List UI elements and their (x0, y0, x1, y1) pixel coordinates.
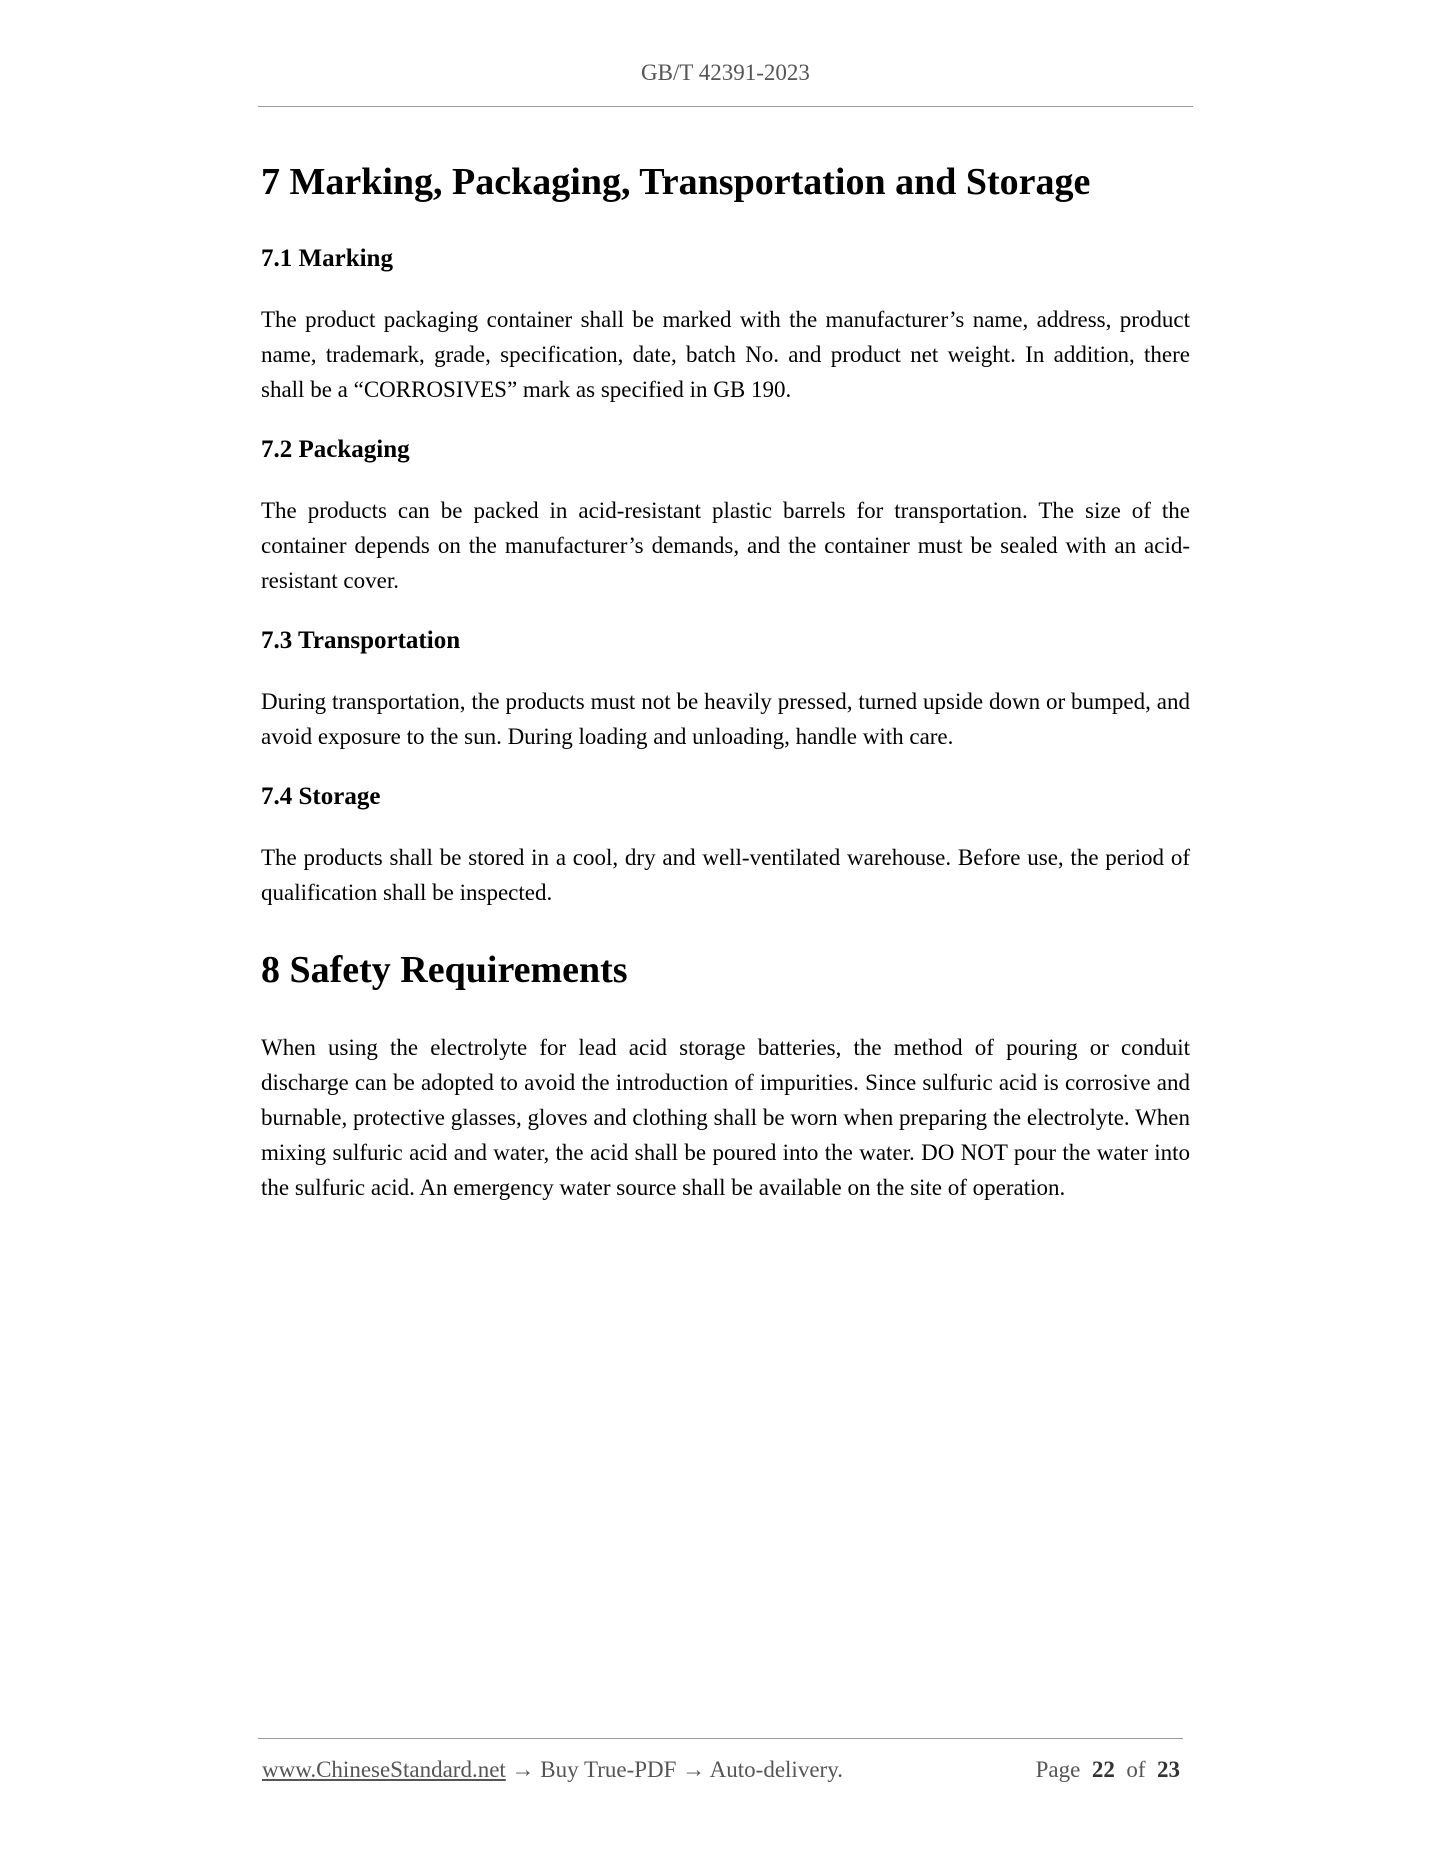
page-current: 22 (1091, 1757, 1115, 1782)
section-8-heading: 8 Safety Requirements (261, 949, 628, 991)
section-7-3-text: During transportation, the products must not be heavily pressed, turned upside down or bumped, and avoid exposure to the sun. During loading and unloading, handle with care. (261, 689, 1190, 749)
section-7-2-text: The products can be packed in acid-resistant plastic barrels for transportation. The size of the container depends on the manufacturer’s demands, and the container must be sealed with an acid-resistant cover. (261, 498, 1190, 593)
section-7-1-text: The product packaging container shall be marked with the manufacturer’s name, address, product name, trademark, grade, specification, date, batch No. and product net weight. In addition, there shall be a “CORROSIVES” mark as specified in GB 190. (261, 307, 1190, 402)
page-number (1036, 1757, 1180, 1783)
document-body (261, 158, 1190, 1205)
website-link[interactable]: www.ChineseStandard.net (262, 1757, 506, 1782)
arrow-right-icon: → (511, 1757, 535, 1782)
buy-text: Buy True-PDF (540, 1757, 677, 1782)
section-7-4-text: The products shall be stored in a cool, dry and well-ventilated warehouse. Before use, the period of qualification shall be inspected. (261, 845, 1190, 905)
footer-divider (258, 1738, 1183, 1739)
page-of: of (1126, 1757, 1146, 1782)
section-7-heading: 7 Marking, Packaging, Transportation and Storage (261, 161, 1091, 203)
delivery-text: Auto-delivery. (709, 1757, 843, 1782)
arrow-right-icon: → (682, 1757, 706, 1782)
section-7-1-heading: 7.1 Marking (261, 245, 393, 272)
footer-promo (262, 1757, 843, 1783)
header-divider (258, 106, 1193, 107)
section-7-2-heading: 7.2 Packaging (261, 436, 410, 463)
page-label: Page (1035, 1757, 1081, 1782)
section-7-3-heading: 7.3 Transportation (261, 627, 461, 654)
page-header: GB/T 42391-2023 (641, 60, 810, 85)
section-7-4-heading: 7.4 Storage (261, 783, 381, 810)
page-total: 23 (1157, 1757, 1180, 1782)
section-8-text: When using the electrolyte for lead acid storage batteries, the method of pouring or conduit discharge can be adopted to avoid the introduction of impurities. Since sulfuric acid is corrosive and burnable, protective glasses, gloves and clothing shall be worn when preparing the electrolyte. When mixing sulfuric acid and water, the acid shall be poured into the water. DO NOT pour the water into the sulfuric acid. An emergency water source shall be available on the site of operation. (261, 1035, 1190, 1200)
